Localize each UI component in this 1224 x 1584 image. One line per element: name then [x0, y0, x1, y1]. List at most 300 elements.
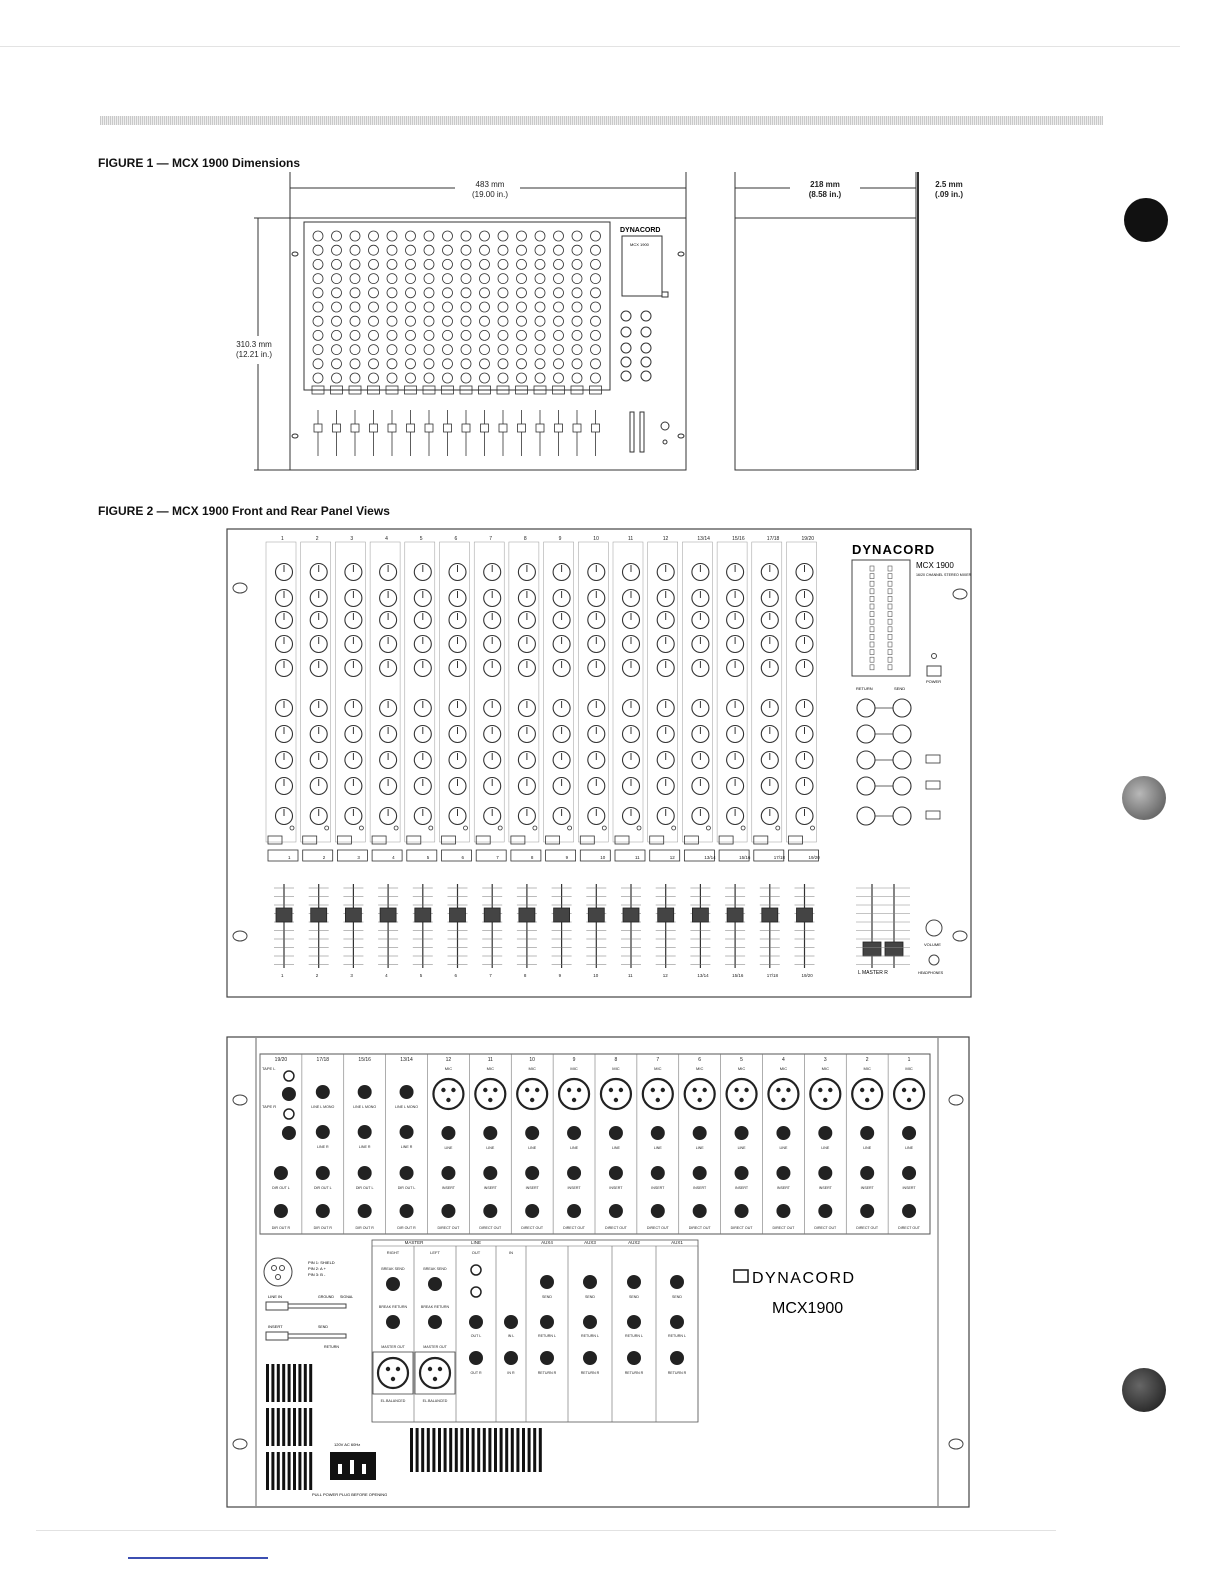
figure1-model: MCX 1900	[630, 242, 649, 247]
fig1-fader-cap	[407, 424, 415, 432]
fig1-knob	[350, 316, 360, 326]
rear-direct-out-label: DIRECT OUT	[688, 1226, 711, 1230]
rear-line-jack	[567, 1126, 581, 1140]
rear-direct-out-jack	[693, 1204, 707, 1218]
fig1-knob	[387, 274, 397, 284]
front-channel-button-label: 12	[669, 855, 675, 860]
rear-channel-header: 9	[572, 1057, 576, 1063]
rear-channel-header: 11	[487, 1057, 493, 1063]
front-fader-label: 4	[385, 973, 388, 978]
front-fader-cap	[311, 908, 327, 922]
front-channel-button-label: 3	[357, 855, 360, 860]
fig1-knob	[517, 274, 527, 284]
figure2-title: FIGURE 2 — MCX 1900 Front and Rear Panel Views	[98, 504, 390, 518]
rear-line-l-jack	[358, 1085, 372, 1099]
front-fader-cap	[484, 908, 500, 922]
fig1-knob	[369, 288, 379, 298]
fig1-knob	[313, 345, 323, 355]
fig1-fader-cap	[573, 424, 581, 432]
front-channel-number: 7	[489, 536, 492, 542]
rear-xlr-pin	[441, 1088, 445, 1092]
rear-line-jack	[282, 1087, 296, 1101]
fig1-knob	[517, 259, 527, 269]
fig1-knob	[498, 288, 508, 298]
figure1-master-knobs	[621, 311, 651, 381]
rear-channel-header: 8	[614, 1057, 618, 1063]
rear-line-r-label: LINE R	[400, 1145, 413, 1149]
fig1-knob	[369, 316, 379, 326]
vent-slot	[528, 1428, 531, 1472]
vent-slot	[309, 1452, 312, 1490]
power-warning: PULL POWER PLUG BEFORE OPENING	[312, 1492, 388, 1497]
rear-section-aux3: AUX3	[584, 1240, 596, 1245]
rear-direct-out-jack	[902, 1204, 916, 1218]
rear-direct-out-jack	[358, 1204, 372, 1218]
fig1-knob	[350, 359, 360, 369]
vent-slot	[416, 1428, 419, 1472]
fig1-knob	[443, 259, 453, 269]
rear-aux-return-r-jack	[627, 1351, 641, 1365]
vent-slot	[500, 1428, 503, 1472]
fig1-knob	[406, 359, 416, 369]
fig1-knob	[332, 345, 342, 355]
rear-xlr-pin	[483, 1088, 487, 1092]
fig1-knob	[406, 373, 416, 383]
rear-master-out-label: MASTER OUT	[381, 1345, 405, 1349]
fig1-knob	[480, 302, 490, 312]
fig1-knob	[313, 359, 323, 369]
fig1-knob	[535, 245, 545, 255]
vent-slot	[271, 1408, 274, 1446]
rear-master-xlr	[378, 1358, 408, 1388]
rear-insert-label: INSERT	[609, 1186, 623, 1190]
rear-direct-out-jack	[400, 1204, 414, 1218]
fig1-knob	[554, 259, 564, 269]
width-mm: 483 mm	[475, 180, 505, 189]
vent-slot	[277, 1452, 280, 1490]
fig1-knob	[313, 274, 323, 284]
fig1-knob	[443, 373, 453, 383]
front-brand: DYNACORD	[852, 542, 936, 557]
rear-line-jack	[776, 1126, 790, 1140]
rear-mic-label: MIC	[863, 1066, 871, 1071]
rear-xlr-pin	[567, 1088, 571, 1092]
rear-line-label: LINE	[528, 1146, 537, 1150]
rear-insert-jack	[316, 1166, 330, 1180]
fig1-knob	[517, 316, 527, 326]
vent-slot	[533, 1428, 536, 1472]
lip-mm: 2.5 mm	[935, 180, 963, 189]
rear-insert-jack	[735, 1166, 749, 1180]
fig1-knob	[350, 259, 360, 269]
rear-line-label: LINE	[737, 1146, 746, 1150]
rear-aux-return-l-jack	[627, 1315, 641, 1329]
rear-channel-header: 4	[782, 1057, 785, 1063]
rear-xlr-pin	[614, 1098, 618, 1102]
rear-insert-jack	[525, 1166, 539, 1180]
fig1-knob	[461, 373, 471, 383]
rear-aux-return-l-jack	[583, 1315, 597, 1329]
fig1-fader-cap	[351, 424, 359, 432]
fig1-knob	[387, 288, 397, 298]
height-in: (12.21 in.)	[235, 350, 273, 359]
fig1-knob	[498, 316, 508, 326]
vent-slot	[266, 1408, 269, 1446]
aux-return-knob	[857, 725, 875, 743]
fig1-knob	[554, 330, 564, 340]
vent-slot	[477, 1428, 480, 1472]
fig1-knob	[591, 316, 601, 326]
rear-aux-send-jack	[540, 1275, 554, 1289]
rear-model: MCX1900	[772, 1300, 844, 1317]
page-bottom-rule	[36, 1530, 1056, 1531]
fig1-fader-cap	[481, 424, 489, 432]
fig1-fader-cap	[425, 424, 433, 432]
fig1-knob	[443, 302, 453, 312]
fig1-fader-cap	[518, 424, 526, 432]
rear-master-left: LEFT	[430, 1250, 440, 1255]
fig1-knob	[572, 330, 582, 340]
rear-break-return-label: BREAK RETURN	[420, 1305, 450, 1309]
fig1-knob	[591, 302, 601, 312]
rear-brand: DYNACORD	[752, 1270, 856, 1287]
front-fader-label: 7	[489, 973, 492, 978]
rear-insert-label: INSERT	[776, 1186, 790, 1190]
fig1-knob	[517, 345, 527, 355]
fig1-knob	[554, 231, 564, 241]
send-diag-label: SEND	[318, 1325, 328, 1329]
fig1-knob	[332, 231, 342, 241]
fig1-knob	[350, 231, 360, 241]
aux-return-knob	[857, 807, 875, 825]
fig1-knob	[480, 259, 490, 269]
front-fader-cap	[276, 908, 292, 922]
height-mm: 310.3 mm	[236, 340, 272, 349]
vent-slot	[271, 1452, 274, 1490]
fig1-knob	[387, 373, 397, 383]
fig1-knob	[443, 330, 453, 340]
rear-insert-label: DIR OUT L	[272, 1186, 290, 1190]
send-label: SEND	[894, 686, 906, 691]
master-label: L MASTER R	[858, 970, 888, 976]
rear-aux-send-label: SEND	[585, 1295, 595, 1299]
fig1-knob	[572, 316, 582, 326]
fig1-knob	[480, 359, 490, 369]
rear-channel-header: 3	[823, 1057, 827, 1063]
fig1-knob	[535, 345, 545, 355]
fig1-knob	[387, 330, 397, 340]
vent-slot	[309, 1408, 312, 1446]
rear-channel-header: 7	[656, 1057, 660, 1063]
rear-direct-out-label: DIRECT OUT	[479, 1226, 502, 1230]
rear-aux-return-l-label: RETURN L	[668, 1334, 686, 1338]
fig1-knob	[369, 359, 379, 369]
fig1-knob	[332, 245, 342, 255]
fig1-knob	[535, 330, 545, 340]
fig1-knob	[332, 302, 342, 312]
fig1-knob	[461, 259, 471, 269]
fig1-knob	[572, 231, 582, 241]
vent-slot	[288, 1408, 291, 1446]
rear-line-label: LINE	[779, 1146, 788, 1150]
fig1-knob	[572, 274, 582, 284]
fig1-knob	[332, 330, 342, 340]
rear-direct-out-label: DIR OUT R	[271, 1226, 291, 1230]
fig1-knob	[424, 245, 434, 255]
rear-direct-out-jack	[441, 1204, 455, 1218]
fig1-knob	[535, 259, 545, 269]
rear-direct-out-jack	[525, 1204, 539, 1218]
fig1-knob	[554, 288, 564, 298]
front-channel-button-label: 9	[565, 855, 569, 860]
aux-send-knob	[893, 699, 911, 717]
front-fader-cap	[588, 908, 604, 922]
rear-panel	[226, 1036, 972, 1510]
rear-xlr-pin	[902, 1088, 906, 1092]
fig1-knob	[313, 373, 323, 383]
rear-insert-jack	[693, 1166, 707, 1180]
fig1-fader-cap	[333, 424, 341, 432]
rear-in-l-jack	[504, 1315, 518, 1329]
vent-slot	[494, 1428, 497, 1472]
rear-xlr-pin	[912, 1088, 916, 1092]
front-channel-number: 3	[350, 536, 354, 542]
rear-xlr-pin	[656, 1098, 660, 1102]
fig1-knob	[350, 302, 360, 312]
fig1-knob	[498, 359, 508, 369]
rear-insert-jack	[776, 1166, 790, 1180]
rear-line-label: LINE	[695, 1146, 704, 1150]
front-channel-button-label: 11	[635, 855, 640, 860]
rear-insert-label: DIR OUT L	[397, 1186, 416, 1190]
fig1-knob	[535, 359, 545, 369]
rear-direct-out-label: DIR OUT R	[397, 1226, 416, 1230]
fig1-knob	[387, 359, 397, 369]
fig1-knob	[498, 274, 508, 284]
rear-xlr-pin	[776, 1088, 780, 1092]
fig1-knob	[332, 316, 342, 326]
master-fader-cap	[885, 942, 903, 956]
fig1-knob	[332, 259, 342, 269]
rear-insert-jack	[651, 1166, 665, 1180]
rear-break-return-label: BREAK RETURN	[378, 1305, 408, 1309]
front-channel-number: 17/18	[766, 536, 780, 542]
front-channel-number: 2	[315, 536, 319, 542]
lip-in: (.09 in.)	[934, 190, 963, 199]
front-channel-number: 9	[558, 536, 562, 542]
rear-insert-label: INSERT	[567, 1186, 581, 1190]
fig1-knob	[332, 359, 342, 369]
rear-channel-header: 17/18	[316, 1057, 330, 1063]
rear-aux-send-jack	[583, 1275, 597, 1289]
fig1-knob	[350, 345, 360, 355]
vent-slot	[282, 1408, 285, 1446]
rear-line-label: LINE	[570, 1146, 579, 1150]
rear-direct-out-label: DIRECT OUT	[604, 1226, 627, 1230]
rear-direct-out-jack	[316, 1204, 330, 1218]
rear-aux-return-r-jack	[670, 1351, 684, 1365]
front-fader-cap	[554, 908, 570, 922]
rear-direct-out-jack	[818, 1204, 832, 1218]
front-fader-cap	[727, 908, 743, 922]
fig1-knob	[387, 245, 397, 255]
rear-line-jack	[483, 1126, 497, 1140]
fig1-knob	[498, 259, 508, 269]
fig1-knob	[313, 330, 323, 340]
power-rating: 120V AC 60Hz	[334, 1442, 361, 1447]
fig1-knob	[535, 316, 545, 326]
rear-xlr-pin	[535, 1088, 539, 1092]
vent-slot	[298, 1452, 301, 1490]
rear-xlr-jack	[433, 1079, 463, 1109]
rear-section-aux1: AUX1	[671, 1240, 683, 1245]
rear-direct-out-label: DIRECT OUT	[730, 1226, 753, 1230]
fig1-knob	[350, 330, 360, 340]
fig1-knob	[443, 316, 453, 326]
binder-hole-bottom	[1122, 1368, 1166, 1412]
fig1-knob	[369, 231, 379, 241]
rear-xlr-pin	[433, 1377, 437, 1381]
rear-xlr-pin	[451, 1088, 455, 1092]
rear-direct-out-label: DIRECT OUT	[898, 1226, 921, 1230]
vent-slot	[282, 1452, 285, 1490]
fig1-knob	[517, 245, 527, 255]
pin-2-text: PIN 2: A +	[308, 1266, 326, 1271]
rear-direct-out-jack	[651, 1204, 665, 1218]
fig1-fader-cap	[499, 424, 507, 432]
footer-accent-line	[128, 1557, 268, 1559]
fig1-fader-cap	[388, 424, 396, 432]
rear-line-l-jack	[316, 1085, 330, 1099]
fig1-knob	[313, 302, 323, 312]
fig1-knob	[313, 245, 323, 255]
front-fader-cap	[345, 908, 361, 922]
rear-el-balanced-label: EL.BALANCED	[422, 1399, 448, 1403]
rear-channel-header: 19/20	[274, 1057, 288, 1063]
fig1-knob	[572, 259, 582, 269]
fig1-knob	[517, 288, 527, 298]
rear-aux-return-r-jack	[540, 1351, 554, 1365]
rear-insert-label: DIR OUT L	[355, 1186, 374, 1190]
rear-xlr-pin	[530, 1098, 534, 1102]
front-channel-number: 10	[593, 536, 599, 542]
vent-slot	[410, 1428, 413, 1472]
vent-slot	[304, 1364, 307, 1402]
front-channel-button-label: 13/14	[704, 855, 716, 860]
rear-el-balanced-label: EL.BALANCED	[380, 1399, 406, 1403]
vent-slot	[304, 1408, 307, 1446]
fig1-knob	[406, 288, 416, 298]
vent-slot	[505, 1428, 508, 1472]
rear-direct-out-jack	[274, 1204, 288, 1218]
fig1-knob	[350, 288, 360, 298]
fig1-knob	[406, 330, 416, 340]
fig1-knob	[406, 245, 416, 255]
rear-break-send-jack	[386, 1277, 400, 1291]
rear-xlr-pin	[428, 1367, 432, 1371]
rear-section-aux2: AUX2	[628, 1240, 640, 1245]
rear-insert-label: INSERT	[441, 1186, 455, 1190]
front-channel-button-label: 6	[461, 855, 465, 860]
rear-line-r-jack	[400, 1125, 414, 1139]
ground-label: GROUND	[318, 1295, 334, 1299]
rear-in-l-label: IN L	[507, 1334, 515, 1338]
fig1-knob	[443, 245, 453, 255]
figure1-brand: DYNACORD	[620, 227, 661, 234]
return-diag-label: RETURN	[324, 1345, 339, 1349]
vent-slot	[444, 1428, 447, 1472]
front-channel-number: 1	[281, 536, 284, 542]
fig1-knob	[535, 373, 545, 383]
vent-slot	[522, 1428, 525, 1472]
rear-master-right: RIGHT	[386, 1250, 400, 1255]
rear-direct-out-jack	[860, 1204, 874, 1218]
fig1-knob	[498, 345, 508, 355]
rear-xlr-jack	[810, 1079, 840, 1109]
rear-tape-l-label: TAPE L	[262, 1066, 276, 1071]
front-channel-number: 13/14	[697, 536, 710, 542]
fig1-knob	[406, 259, 416, 269]
rear-direct-out-label: DIRECT OUT	[814, 1226, 837, 1230]
vent-slot	[483, 1428, 486, 1472]
front-power-label: POWER	[926, 679, 942, 684]
front-fader-cap	[762, 908, 778, 922]
rear-line-jack	[735, 1126, 749, 1140]
vent-slot	[293, 1408, 296, 1446]
line-in-diag-label: LINE IN	[268, 1294, 283, 1299]
rear-xlr-pin	[823, 1098, 827, 1102]
rear-line-l-jack	[400, 1085, 414, 1099]
front-fader-label: 2	[315, 973, 319, 978]
front-fader-label: 6	[454, 973, 458, 978]
rear-aux-send-label: SEND	[542, 1295, 552, 1299]
rear-mic-label: MIC	[821, 1066, 829, 1071]
rear-aux-return-r-label: RETURN R	[624, 1371, 644, 1375]
width-in: (19.00 in.)	[471, 190, 509, 199]
rear-insert-jack	[567, 1166, 581, 1180]
fig1-knob	[480, 231, 490, 241]
rear-xlr-pin	[446, 1098, 450, 1102]
fig1-knob	[461, 245, 471, 255]
rear-xlr-pin	[493, 1088, 497, 1092]
rear-line-jack	[441, 1126, 455, 1140]
fig1-knob	[554, 245, 564, 255]
rear-out-r-jack	[469, 1351, 483, 1365]
front-fader-cap	[380, 908, 396, 922]
rear-insert-jack	[274, 1166, 288, 1180]
fig1-knob	[480, 373, 490, 383]
fig1-knob	[591, 330, 601, 340]
rear-xlr-pin	[577, 1088, 581, 1092]
fig1-knob	[406, 345, 416, 355]
fig1-knob	[443, 274, 453, 284]
front-channel-number: 11	[628, 536, 634, 542]
front-fader-label: 1	[281, 973, 284, 978]
rear-break-return-jack	[428, 1315, 442, 1329]
rear-xlr-pin	[661, 1088, 665, 1092]
vent-slot	[282, 1364, 285, 1402]
pin-3-text: PIN 3: B -	[308, 1272, 326, 1277]
rear-xlr-jack	[517, 1079, 547, 1109]
rear-xlr-pin	[865, 1098, 869, 1102]
fig1-knob	[369, 345, 379, 355]
rear-direct-out-label: DIRECT OUT	[856, 1226, 879, 1230]
fig1-knob	[424, 330, 434, 340]
vent-slot	[511, 1428, 514, 1472]
fig1-knob	[517, 359, 527, 369]
rear-xlr-jack	[727, 1079, 757, 1109]
vent-slot	[293, 1452, 296, 1490]
